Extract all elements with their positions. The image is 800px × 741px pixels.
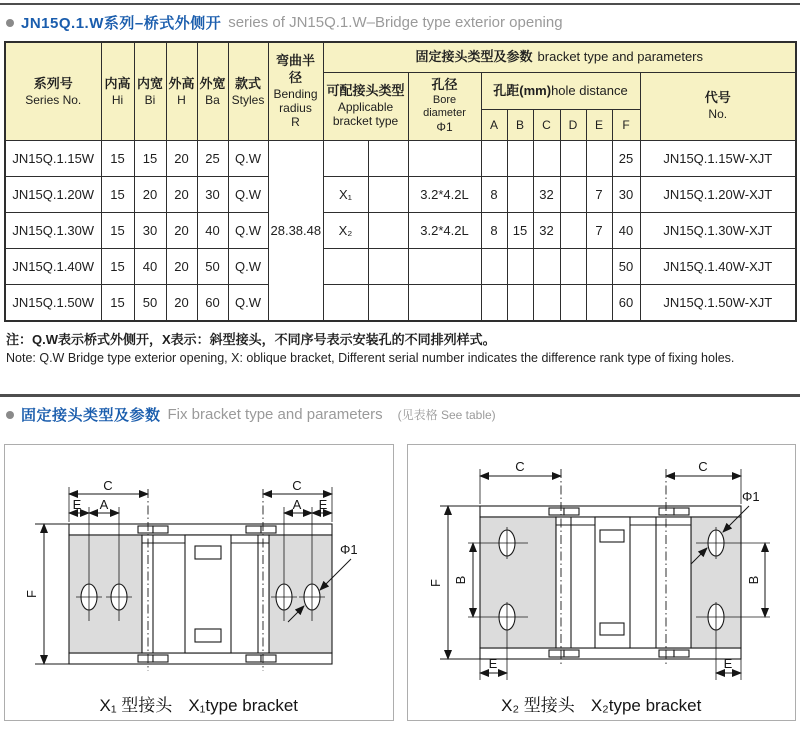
cell-hole-f: 25 <box>612 140 640 176</box>
x1-caption-zh: X₁ 型接头 <box>99 696 173 716</box>
cell-hole-f: 40 <box>612 212 640 248</box>
cell-hole-a <box>481 140 507 176</box>
cell-hole-d <box>560 212 586 248</box>
cell-inner-width: 40 <box>134 248 166 284</box>
cell-outer-width: 60 <box>197 284 228 321</box>
cell-series: JN15Q.1.15W <box>5 140 101 176</box>
dim-label-b-right: B <box>745 576 761 585</box>
dim-label-b-left: B <box>452 576 468 585</box>
cell-outer-height: 20 <box>166 176 197 212</box>
cell-hole-c: 32 <box>533 212 560 248</box>
cell-outer-width: 30 <box>197 176 228 212</box>
th-hole-b: B <box>507 109 533 140</box>
diagram-x1-bracket <box>4 444 394 721</box>
dim-label-f: F <box>24 590 40 599</box>
cell-bore-diameter: 3.2*4.2L <box>408 212 481 248</box>
cell-hole-f: 50 <box>612 248 640 284</box>
dim-label-phi1: Φ1 <box>741 489 760 505</box>
dim-label-e-right: E <box>723 656 733 672</box>
datasheet-page <box>0 3 800 741</box>
dim-label-c-left: C <box>515 459 525 475</box>
x2-bracket-drawing <box>408 447 795 685</box>
cell-code: JN15Q.1.15W-XJT <box>640 140 796 176</box>
cell-hole-a: 8 <box>481 176 507 212</box>
cell-series: JN15Q.1.20W <box>5 176 101 212</box>
th-hole-d: D <box>560 109 586 140</box>
th-styles: 款式 Styles <box>228 42 268 140</box>
cell-code: JN15Q.1.20W-XJT <box>640 176 796 212</box>
cell-hole-d <box>560 284 586 321</box>
cell-style: Q.W <box>228 212 268 248</box>
cell-inner-height: 15 <box>101 176 134 212</box>
cell-hole-f: 30 <box>612 176 640 212</box>
cell-hole-c <box>533 248 560 284</box>
cell-hole-b: 15 <box>507 212 533 248</box>
cell-code: JN15Q.1.50W-XJT <box>640 284 796 321</box>
th-bore-diameter: 孔径 Bore diameter Φ1 <box>408 72 481 140</box>
dim-label-phi1: Φ1 <box>340 542 358 558</box>
dim-label-a-right: A <box>292 497 302 513</box>
note-zh: 注：Q.W表示桥式外侧开，X表示：斜型接头，不同序号表示安装孔的不同排列样式。 <box>6 331 496 347</box>
cell-hole-e <box>586 248 612 284</box>
table-row <box>5 248 796 284</box>
cell-hole-d <box>560 248 586 284</box>
cell-bending-radius: 28.38.48 <box>268 140 323 321</box>
cell-hole-b <box>507 176 533 212</box>
cell-hole-a <box>481 248 507 284</box>
x1-bracket-drawing <box>7 447 390 685</box>
notes <box>6 331 800 368</box>
cell-code: JN15Q.1.30W-XJT <box>640 212 796 248</box>
cell-hole-a: 8 <box>481 212 507 248</box>
cell-hole-e <box>586 140 612 176</box>
cell-hole-e <box>586 284 612 321</box>
th-hole-a: A <box>481 109 507 140</box>
th-inner-width: 内宽 Bi <box>134 42 166 140</box>
cell-hole-a <box>481 284 507 321</box>
dim-label-e-left: E <box>488 656 498 672</box>
table-row <box>5 284 796 321</box>
note-en: Note: Q.W Bridge type exterior opening, X: oblique bracket, Different serial number indicates the difference rank type of fixing holes. <box>6 351 735 366</box>
bullet-icon <box>6 411 14 419</box>
cell-outer-height: 20 <box>166 212 197 248</box>
section1-title-en: series of JN15Q.1.W–Bridge type exterior opening <box>228 14 563 31</box>
section2-title-zh: 固定接头类型及参数 <box>21 407 161 425</box>
cell-inner-width: 20 <box>134 176 166 212</box>
cell-series: JN15Q.1.40W <box>5 248 101 284</box>
cell-hole-f: 60 <box>612 284 640 321</box>
th-bending-radius: 弯曲半径 Bending radius R <box>268 42 323 140</box>
cell-hole-c <box>533 140 560 176</box>
x2-caption-zh: X₂ 型接头 <box>501 696 575 716</box>
cell-style: Q.W <box>228 176 268 212</box>
cell-series: JN15Q.1.30W <box>5 212 101 248</box>
th-outer-height: 外高 H <box>166 42 197 140</box>
th-hole-distance: 孔距(mm)hole distance <box>481 72 640 109</box>
cell-inner-height: 15 <box>101 140 134 176</box>
dim-label-c-left: C <box>103 478 113 494</box>
cell-style: Q.W <box>228 248 268 284</box>
cell-style: Q.W <box>228 140 268 176</box>
cell-inner-height: 15 <box>101 248 134 284</box>
x2-caption-en: X₂type bracket <box>590 696 702 716</box>
cell-hole-d <box>560 176 586 212</box>
cell-code: JN15Q.1.40W-XJT <box>640 248 796 284</box>
dim-label-c-right: C <box>292 478 302 494</box>
x2-caption <box>501 691 701 716</box>
cell-inner-width: 30 <box>134 212 166 248</box>
cell-bore-diameter <box>408 248 481 284</box>
x1-caption-en: X₁type bracket <box>188 696 298 716</box>
cell-outer-width: 50 <box>197 248 228 284</box>
cell-outer-width: 25 <box>197 140 228 176</box>
table-row <box>5 140 796 176</box>
cell-outer-height: 20 <box>166 284 197 321</box>
cell-hole-b <box>507 284 533 321</box>
cell-hole-c: 32 <box>533 176 560 212</box>
section1-title-zh: JN15Q.1.W系列–桥式外侧开 <box>21 15 222 32</box>
th-hole-c: C <box>533 109 560 140</box>
dim-label-a-left: A <box>99 497 109 513</box>
spec-table <box>4 41 797 322</box>
table-row <box>5 176 796 212</box>
cell-outer-height: 20 <box>166 248 197 284</box>
cell-bracket-spacer <box>368 140 408 176</box>
th-series-zh: 系列号 <box>33 75 73 91</box>
cell-bracket-type: X₁ <box>323 176 368 212</box>
cell-bore-diameter <box>408 140 481 176</box>
th-applicable-bracket: 可配接头类型 Applicable bracket type <box>323 72 408 140</box>
cell-inner-width: 15 <box>134 140 166 176</box>
dim-label-e-right: E <box>318 497 328 513</box>
cell-hole-b <box>507 140 533 176</box>
cell-hole-b <box>507 248 533 284</box>
cell-bore-diameter: 3.2*4.2L <box>408 176 481 212</box>
cell-hole-e: 7 <box>586 212 612 248</box>
cell-series: JN15Q.1.50W <box>5 284 101 321</box>
cell-bracket-spacer <box>368 212 408 248</box>
th-outer-width: 外宽 Ba <box>197 42 228 140</box>
th-code: 代号 No. <box>640 72 796 140</box>
th-bracket-group: 固定接头类型及参数 bracket type and parameters <box>323 42 796 72</box>
cell-bracket-type <box>323 140 368 176</box>
section2-header <box>0 397 800 430</box>
cell-bracket-spacer <box>368 248 408 284</box>
dim-label-f: F <box>427 579 443 588</box>
diagram-x2-bracket <box>407 444 797 721</box>
section1-header <box>0 5 800 38</box>
table-row <box>5 212 796 248</box>
x1-caption <box>100 691 299 716</box>
dim-label-c-right: C <box>698 459 708 475</box>
bullet-icon <box>6 19 14 27</box>
cell-bracket-type <box>323 284 368 321</box>
cell-hole-d <box>560 140 586 176</box>
cell-bore-diameter <box>408 284 481 321</box>
cell-bracket-type: X₂ <box>323 212 368 248</box>
dim-label-e-left: E <box>72 497 82 513</box>
cell-inner-width: 50 <box>134 284 166 321</box>
cell-hole-e: 7 <box>586 176 612 212</box>
cell-outer-height: 20 <box>166 140 197 176</box>
cell-hole-c <box>533 284 560 321</box>
th-inner-height: 内高 Hi <box>101 42 134 140</box>
cell-bracket-type <box>323 248 368 284</box>
section2-hint: (见表格 See table) <box>397 408 496 423</box>
cell-style: Q.W <box>228 284 268 321</box>
th-hole-f: F <box>612 109 640 140</box>
cell-outer-width: 40 <box>197 212 228 248</box>
th-series-en: Series No. <box>25 92 82 107</box>
cell-bracket-spacer <box>368 176 408 212</box>
cell-inner-height: 15 <box>101 284 134 321</box>
section2-title-en: Fix bracket type and parameters <box>167 406 383 424</box>
cell-bracket-spacer <box>368 284 408 321</box>
cell-inner-height: 15 <box>101 212 134 248</box>
diagram-row <box>4 444 796 721</box>
th-series <box>5 42 101 140</box>
th-hole-e: E <box>586 109 612 140</box>
